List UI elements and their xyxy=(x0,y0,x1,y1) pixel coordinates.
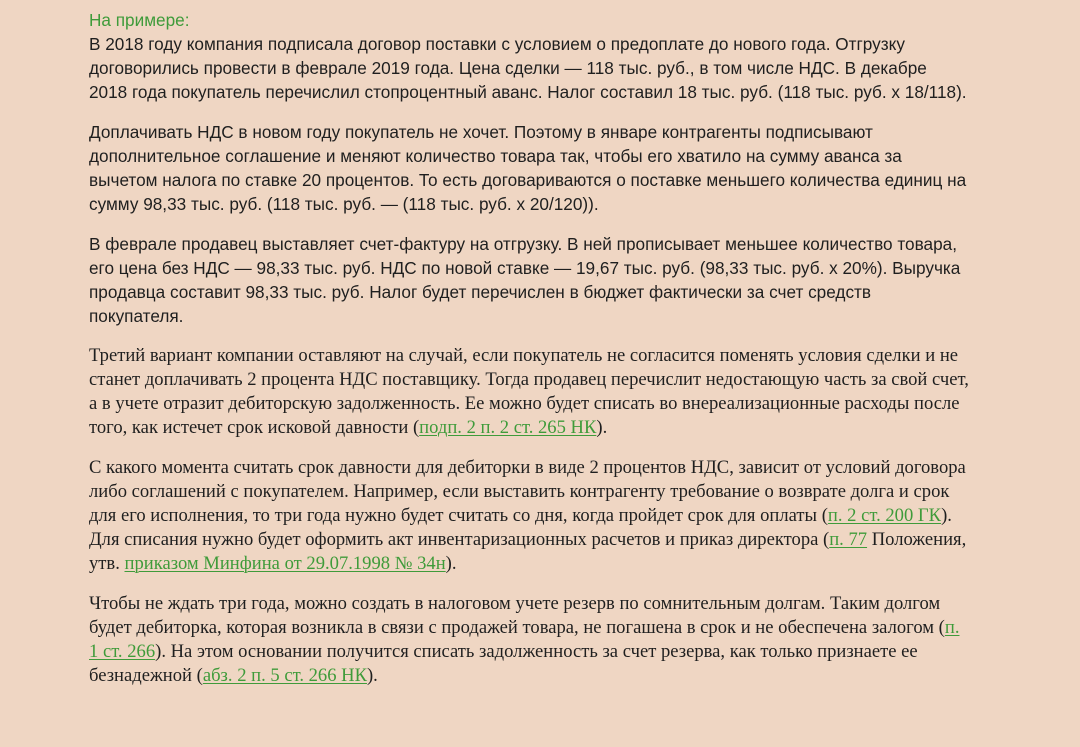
body-paragraph-2-text: С какого момента считать срок давности для дебиторки в виде 2 процентов НДС, зависит от условий договора либо соглашений с покупателем. Например, если выставить контрагенту требование о возврате долга и срок для его исполнения, то три года нужно будет считать со дня, когда пройдет срок для оплаты ( xyxy=(89,457,966,526)
body-paragraph-2-mid-2: Положения, утв. xyxy=(89,529,967,574)
link-minfin-order[interactable]: приказом Минфина от 29.07.1998 № 34н xyxy=(124,553,446,574)
example-block xyxy=(89,8,969,328)
link-point-77[interactable]: п. 77 xyxy=(829,529,868,550)
example-paragraph-1: В 2018 году компания подписала договор поставки с условием о предоплате до нового года. Отгрузку договорились провести в феврале 2019 года. Цена сделки — 118 тыс. руб., в том числе НДС. В декабре 2018 года покупатель перечислил стопроцентный аванс. Налог составил 18 тыс. руб. (118 тыс. руб. х 18/118). xyxy=(89,34,967,102)
link-gk-200[interactable]: п. 2 ст. 200 ГК xyxy=(827,505,942,526)
example-heading: На примере: xyxy=(89,10,190,30)
example-paragraph-3: В феврале продавец выставляет счет-фактуру на отгрузку. В ней прописывает меньшее количество товара, его цена без НДС — 98,33 тыс. руб. НДС по новой ставке — 19,67 тыс. руб. (98,33 тыс. руб. х 20%). Выручка продавца составит 98,33 тыс. руб. Налог будет перечислен в бюджет фактически за счет средств покупателя. xyxy=(89,234,961,326)
body-paragraph-2 xyxy=(89,456,969,576)
body-paragraph-3 xyxy=(89,592,969,688)
link-nk-265[interactable]: подп. 2 п. 2 ст. 265 НК xyxy=(419,417,597,438)
link-nk-266-p5[interactable]: абз. 2 п. 5 ст. 266 НК xyxy=(202,665,367,686)
body-paragraph-3-mid-1: ). На этом основании получится списать задолженность за счет резерва, как только признаете ее безнадежной ( xyxy=(89,641,918,686)
article-content xyxy=(89,8,969,704)
body-paragraph-2-tail: ). xyxy=(445,553,457,574)
body-paragraph-3-text: Чтобы не ждать три года, можно создать в налоговом учете резерв по сомнительным долгам. Таким долгом будет дебиторка, которая возникла в связи с продажей товара, не погашена в срок и не обеспечена залогом ( xyxy=(89,593,945,638)
body-paragraph-1 xyxy=(89,344,969,440)
body-paragraph-2-mid-1: ). Для списания нужно будет оформить акт инвентаризационных расчетов и приказ директора ( xyxy=(89,505,952,550)
main-text xyxy=(89,344,969,688)
body-paragraph-1-text: Третий вариант компании оставляют на случай, если покупатель не согласится поменять условия сделки и не станет доплачивать 2 процента НДС поставщику. Тогда продавец перечислит недостающую часть за свой счет, а в учете отразит дебиторскую задолженность. Ее можно будет списать во внереализационные расходы после того, как истечет срок исковой давности ( xyxy=(89,345,969,438)
body-paragraph-1-tail: ). xyxy=(596,417,608,438)
link-nk-266-p1[interactable]: п. 1 ст. 266 xyxy=(89,617,960,662)
example-paragraph-2: Доплачивать НДС в новом году покупатель не хочет. Поэтому в январе контрагенты подписывают дополнительное соглашение и меняют количество товара так, чтобы его хватило на сумму аванса за вычетом налога по ставке 20 процентов. То есть договариваются о поставке меньшего количества единиц на сумму 98,33 тыс. руб. (118 тыс. руб. — (118 тыс. руб. х 20/120)). xyxy=(89,122,967,214)
body-paragraph-3-tail: ). xyxy=(366,665,378,686)
